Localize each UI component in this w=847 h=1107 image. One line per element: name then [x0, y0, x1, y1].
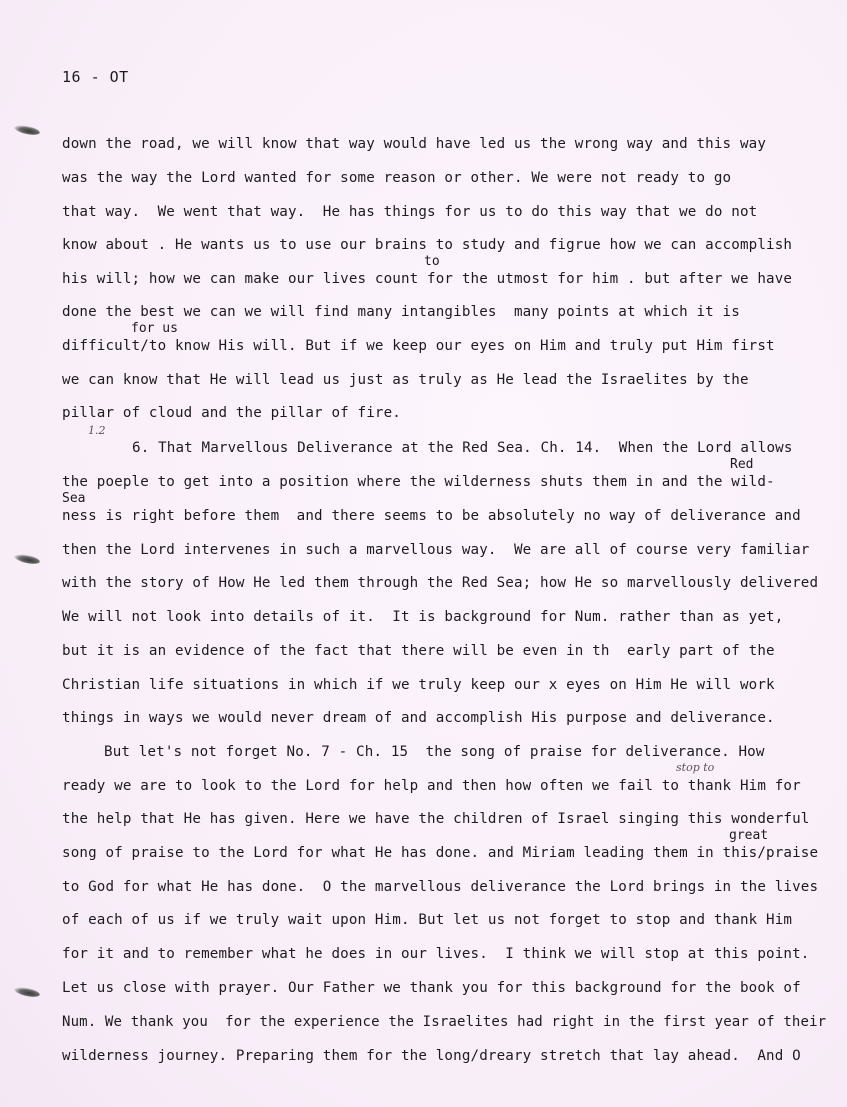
interlinear-note: Red	[730, 457, 754, 472]
text-line: Num. We thank you for the experience the Israelites had right in the first year of their	[62, 1014, 827, 1030]
text-line: down the road, we will know that way would have led us the wrong way and this way	[62, 136, 767, 152]
text-line: difficult/to know His will. But if we keep our eyes on Him and truly put Him first	[62, 338, 775, 354]
text-line: to God for what He has done. O the marvellous deliverance the Lord brings in the lives	[62, 879, 819, 895]
interlinear-note: for us	[131, 321, 178, 336]
text-line: done the best we can we will find many intangibles many points at which it is	[62, 304, 740, 320]
page-number-header: 16 - OT	[62, 68, 129, 86]
text-line: Let us close with prayer. Our Father we thank you for this background for the book of	[62, 980, 801, 996]
interlinear-note: to	[424, 254, 440, 269]
text-line: but it is an evidence of the fact that there will be even in th early part of the	[62, 643, 775, 659]
text-line: Christian life situations in which if we truly keep our x eyes on Him He will work	[62, 677, 775, 693]
text-line: pillar of cloud and the pillar of fire.	[62, 405, 401, 421]
text-line: for it and to remember what he does in our lives. I think we will stop at this point.	[62, 946, 810, 962]
handwritten-note: stop to	[676, 761, 715, 774]
text-line: his will; how we can make our lives count for the utmost for him . but after we have	[62, 271, 793, 287]
text-line: We will not look into details of it. It is background for Num. rather than as yet,	[62, 609, 784, 625]
interlinear-note: great	[729, 828, 769, 843]
punch-hole-top	[13, 123, 40, 136]
text-line: things in ways we would never dream of and accomplish His purpose and deliverance.	[62, 710, 775, 726]
text-line: with the story of How He led them through the Red Sea; how He so marvellously delivered	[62, 575, 819, 591]
text-line: 6. That Marvellous Deliverance at the Red Sea. Ch. 14. When the Lord allows	[132, 440, 793, 456]
text-line: know about . He wants us to use our brains to study and figrue how we can accomplish	[62, 237, 793, 253]
text-line: the help that He has given. Here we have the children of Israel singing this wonderful	[62, 811, 810, 827]
text-line: But let's not forget No. 7 - Ch. 15 the song of praise for deliverance. How	[104, 744, 765, 760]
interlinear-note: Sea	[62, 491, 86, 506]
text-line: ness is right before them and there seems to be absolutely no way of deliverance and	[62, 508, 801, 524]
text-line: song of praise to the Lord for what He has done. and Miriam leading them in this/praise	[62, 845, 819, 861]
text-line: ready we are to look to the Lord for help and then how often we fail to thank Him for	[62, 778, 801, 794]
text-line: then the Lord intervenes in such a marvellous way. We are all of course very familiar	[62, 542, 810, 558]
punch-hole-middle	[13, 552, 40, 565]
text-line: that way. We went that way. He has things for us to do this way that we do not	[62, 204, 758, 220]
text-line: was the way the Lord wanted for some reason or other. We were not ready to go	[62, 170, 732, 186]
text-line: of each of us if we truly wait upon Him. But let us not forget to stop and thank Him	[62, 912, 793, 928]
text-line: the poeple to get into a position where the wilderness shuts them in and the wild-	[62, 474, 775, 490]
punch-hole-bottom	[13, 985, 40, 998]
text-line: wilderness journey. Preparing them for the long/dreary stretch that lay ahead. And O	[62, 1048, 801, 1064]
text-line: we can know that He will lead us just as truly as He lead the Israelites by the	[62, 372, 749, 388]
margin-mark: 1.2	[88, 424, 106, 437]
